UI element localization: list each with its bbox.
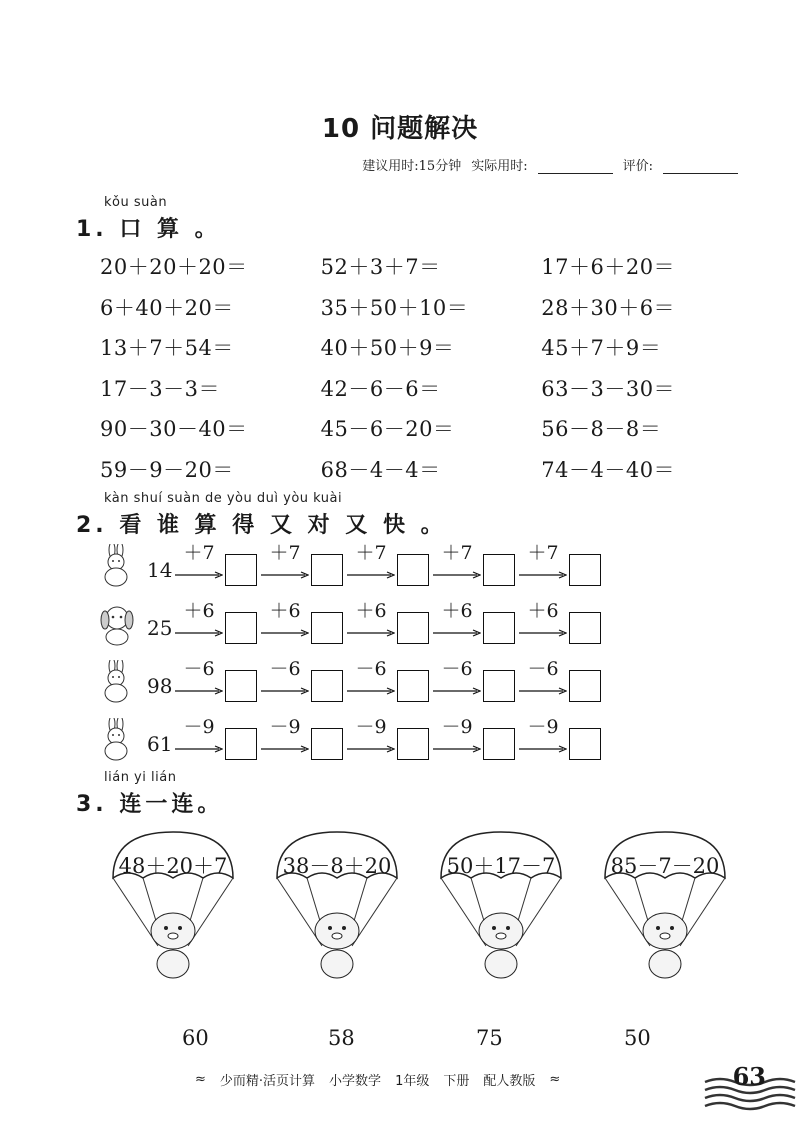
answer-box[interactable]	[483, 670, 515, 702]
table-row	[100, 368, 740, 409]
problem: 40＋50＋9＝	[320, 336, 455, 361]
section1-heading: 1. 口 算 。	[76, 217, 221, 242]
chain-operator: －9	[441, 716, 473, 738]
arrow-icon	[261, 744, 309, 754]
problem: 45－6－20＝	[320, 417, 455, 442]
chain-row	[95, 656, 715, 708]
chain-row	[95, 598, 715, 650]
answer-box[interactable]	[397, 554, 429, 586]
arrow-icon	[175, 744, 223, 754]
chain-operator: ＋7	[183, 542, 215, 564]
arrow-icon	[519, 628, 567, 638]
puppy-icon	[95, 602, 139, 646]
problem: 35＋50＋10＝	[320, 295, 469, 320]
arrow-icon	[261, 628, 309, 638]
problem: 17－3－3＝	[100, 376, 220, 401]
parachute-row	[100, 826, 740, 986]
answer-box[interactable]	[397, 612, 429, 644]
chain-row	[95, 540, 715, 592]
problem: 74－4－40＝	[541, 457, 676, 482]
section1-pinyin: kǒu suàn	[104, 195, 168, 210]
arrow-icon	[175, 686, 223, 696]
problem: 45＋7＋9＝	[541, 336, 662, 361]
chain-operator: －9	[269, 716, 301, 738]
chain-row	[95, 714, 715, 766]
answer-box[interactable]	[483, 612, 515, 644]
parachute-expression: 85－7－20	[610, 854, 720, 878]
problem: 68－4－4＝	[320, 457, 441, 482]
suggested-time: 建议用时:15分钟	[362, 159, 462, 174]
arrow-icon	[519, 686, 567, 696]
chain-start: 61	[147, 732, 173, 756]
wave-icon: ≈	[549, 1072, 561, 1087]
arrow-icon	[175, 570, 223, 580]
answer-box[interactable]	[225, 728, 257, 760]
section3-heading: 3. 连一连。	[76, 792, 224, 817]
chain-operator: －6	[355, 658, 387, 680]
problem: 63－3－30＝	[541, 376, 676, 401]
parachute[interactable]	[108, 826, 238, 984]
rabbit-icon	[95, 660, 139, 704]
chain-operator: ＋7	[269, 542, 301, 564]
time-meta	[362, 155, 738, 174]
grade: 1年级	[395, 1074, 430, 1089]
chain-operator: －6	[269, 658, 301, 680]
series-name: 少而精·活页计算	[219, 1074, 316, 1089]
parachute-expression: 48＋20＋7	[118, 854, 228, 878]
subject: 小学数学	[329, 1074, 382, 1089]
answer-box[interactable]	[483, 728, 515, 760]
answer-box[interactable]	[569, 728, 601, 760]
answer-box[interactable]	[311, 554, 343, 586]
actual-time-label: 实际用时:	[471, 159, 528, 174]
answer-number[interactable]: 60	[182, 1026, 209, 1050]
evaluation-label: 评价:	[622, 159, 653, 174]
chain-operator: －6	[441, 658, 473, 680]
answer-box[interactable]	[311, 612, 343, 644]
problem: 59－9－20＝	[100, 457, 234, 482]
chain-operator: －9	[355, 716, 387, 738]
arrow-icon	[433, 628, 481, 638]
answer-box[interactable]	[397, 728, 429, 760]
table-row	[100, 287, 740, 328]
chain-operator: －9	[527, 716, 559, 738]
chain-operator: ＋6	[355, 600, 387, 622]
arrow-icon	[347, 628, 395, 638]
problem: 20＋20＋20＝	[100, 255, 248, 280]
answer-box[interactable]	[397, 670, 429, 702]
answer-box[interactable]	[225, 554, 257, 586]
rabbit-icon	[95, 718, 139, 762]
chain-start: 98	[147, 674, 173, 698]
arrow-icon	[433, 744, 481, 754]
answer-number[interactable]: 50	[624, 1026, 651, 1050]
section2-heading: 2. 看 谁 算 得 又 对 又 快 。	[76, 513, 447, 538]
arrow-icon	[519, 744, 567, 754]
arrow-icon	[261, 686, 309, 696]
chain-operator: －9	[183, 716, 215, 738]
parachute[interactable]	[272, 826, 402, 984]
problem: 28＋30＋6＝	[541, 295, 676, 320]
answer-box[interactable]	[569, 554, 601, 586]
chain-operator: －6	[527, 658, 559, 680]
arrow-icon	[433, 570, 481, 580]
problem: 13＋7＋54＝	[100, 336, 234, 361]
footer	[195, 1070, 560, 1089]
answer-box[interactable]	[225, 612, 257, 644]
answer-box[interactable]	[311, 728, 343, 760]
parachute-expression: 38－8＋20	[282, 854, 392, 878]
table-row	[100, 327, 740, 368]
page-title: 10 问题解决	[321, 114, 479, 144]
answer-box[interactable]	[483, 554, 515, 586]
problem: 17＋6＋20＝	[541, 255, 676, 280]
table-row	[100, 449, 740, 490]
chain-start: 25	[147, 616, 173, 640]
rabbit-icon	[95, 544, 139, 588]
chain-operator: ＋7	[441, 542, 473, 564]
section3-pinyin: lián yi lián	[104, 770, 177, 785]
answer-box[interactable]	[569, 612, 601, 644]
arrow-icon	[261, 570, 309, 580]
wave-icon: ≈	[195, 1072, 206, 1087]
actual-time-blank[interactable]	[538, 160, 613, 174]
chain-operator: －6	[183, 658, 215, 680]
table-row	[100, 246, 740, 287]
edition: 配人教版	[483, 1074, 536, 1089]
answer-number[interactable]: 58	[328, 1026, 355, 1050]
problem: 6＋40＋20＝	[100, 295, 234, 320]
chain-operator: ＋6	[183, 600, 215, 622]
evaluation-blank[interactable]	[663, 160, 738, 174]
parachute[interactable]	[600, 826, 730, 984]
chain-operator: ＋6	[269, 600, 301, 622]
page-number: 63	[732, 1062, 766, 1091]
answer-number[interactable]: 75	[476, 1026, 503, 1050]
problem: 42－6－6＝	[320, 376, 441, 401]
arrow-icon	[519, 570, 567, 580]
chain-operator: ＋6	[441, 600, 473, 622]
parachute-expression: 50＋17－7	[446, 854, 556, 878]
arrow-icon	[433, 686, 481, 696]
parachute[interactable]	[436, 826, 566, 984]
answer-box[interactable]	[311, 670, 343, 702]
problem: 90－30－40＝	[100, 417, 248, 442]
mental-math-grid	[100, 246, 740, 489]
problem: 56－8－8＝	[541, 417, 662, 442]
table-row	[100, 408, 740, 449]
answer-box[interactable]	[225, 670, 257, 702]
arrow-icon	[347, 686, 395, 696]
chain-operator: ＋7	[355, 542, 387, 564]
arrow-icon	[347, 570, 395, 580]
volume: 下册	[443, 1074, 470, 1089]
arrow-icon	[175, 628, 223, 638]
answer-box[interactable]	[569, 670, 601, 702]
chain-start: 14	[147, 558, 173, 582]
section2-pinyin: kàn shuí suàn de yòu duì yòu kuài	[104, 491, 343, 506]
arrow-icon	[347, 744, 395, 754]
chain-operator: ＋6	[527, 600, 559, 622]
chain-operator: ＋7	[527, 542, 559, 564]
problem: 52＋3＋7＝	[320, 255, 441, 280]
